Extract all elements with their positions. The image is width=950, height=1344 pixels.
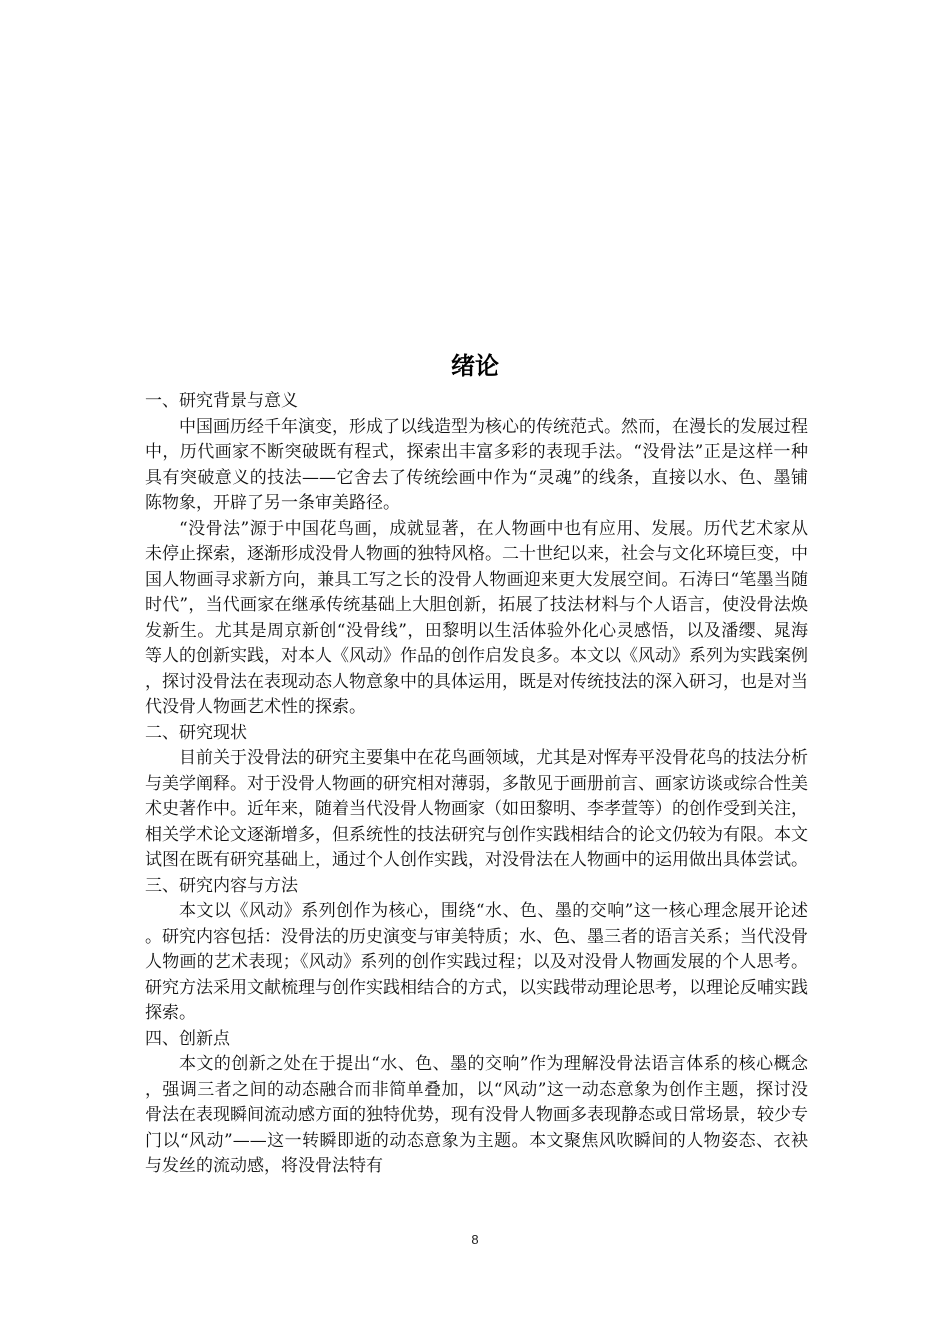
- section-research-status: [145, 721, 808, 874]
- paragraph: 本文以《风动》系列创作为核心，围绕“水、色、墨的交响”这一核心理念展开论述。研究内容包括：没骨法的历史演变与审美特质；水、色、墨三者的语言关系；当代没骨人物画的艺术表现；《风动》系列的创作实践过程；以及对没骨人物画发展的个人思考。研究方法采用文献梳理与创作实践相结合的方式，以实践带动理论思考，以理论反哺实践探索。: [145, 901, 808, 1023]
- section-innovation: [145, 1027, 808, 1180]
- page-number: 8: [471, 1232, 479, 1247]
- section-heading: 二、研究现状: [145, 722, 247, 743]
- section-content-method: [145, 874, 808, 1027]
- paragraph: “没骨法”源于中国花鸟画，成就显著，在人物画中也有应用、发展。历代艺术家从未停止探索，逐渐形成没骨人物画的独特风格。二十世纪以来，社会与文化环境巨变，中国人物画寻求新方向，兼具工写之长的没骨人物画迎来更大发展空间。石涛曰“笔墨当随时代”，当代画家在继承传统基础上大胆创新，拓展了技法材料与个人语言，使没骨法焕发新生。尤其是周京新创“没骨线”，田黎明以生活体验外化心灵感悟，以及潘缨、晁海等人的创新实践，对本人《风动》作品的创作启发良多。本文以《风动》系列为实践案例，探讨没骨法在表现动态人物意象中的具体运用，既是对传统技法的深入研习，也是对当代没骨人物画艺术性的探索。: [145, 518, 808, 717]
- section-heading: 一、研究背景与意义: [145, 391, 298, 411]
- page-title: 绪论: [451, 352, 499, 380]
- paragraph: 中国画历经千年演变，形成了以线造型为核心的传统范式。然而，在漫长的发展过程中，历代画家不断突破既有程式，探索出丰富多彩的表现手法。“没骨法”正是这样一种具有突破意义的技法——它舍去了传统绘画中作为“灵魂”的线条，直接以水、色、墨铺陈物象，开辟了另一条审美路径。: [145, 416, 808, 513]
- section-heading: 四、创新点: [145, 1028, 230, 1049]
- paragraph: 目前关于没骨法的研究主要集中在花鸟画领域，尤其是对恽寿平没骨花鸟的技法分析与美学阐释。对于没骨人物画的研究相对薄弱，多散见于画册前言、画家访谈或综合性美术史著作中。近年来，随着当代没骨人物画家（如田黎明、李孝萱等）的创作受到关注，相关学术论文逐渐增多，但系统性的技法研究与创作实践相结合的论文仍较为有限。本文试图在既有研究基础上，通过个人创作实践，对没骨法在人物画中的运用做出具体尝试。: [145, 748, 808, 870]
- body-text: [145, 389, 808, 1180]
- section-heading: 三、研究内容与方法: [145, 875, 298, 896]
- paragraph: 本文的创新之处在于提出“水、色、墨的交响”作为理解没骨法语言体系的核心概念，强调三者之间的动态融合而非简单叠加，以“风动”这一动态意象为创作主题，探讨没骨法在表现瞬间流动感方面的独特优势，现有没骨人物画多表现静态或日常场景，较少专门以“风动”——这一转瞬即逝的动态意象为主题。本文聚焦风吹瞬间的人物姿态、衣袂与发丝的流动感，将没骨法特有: [145, 1054, 808, 1176]
- section-background: [145, 389, 808, 721]
